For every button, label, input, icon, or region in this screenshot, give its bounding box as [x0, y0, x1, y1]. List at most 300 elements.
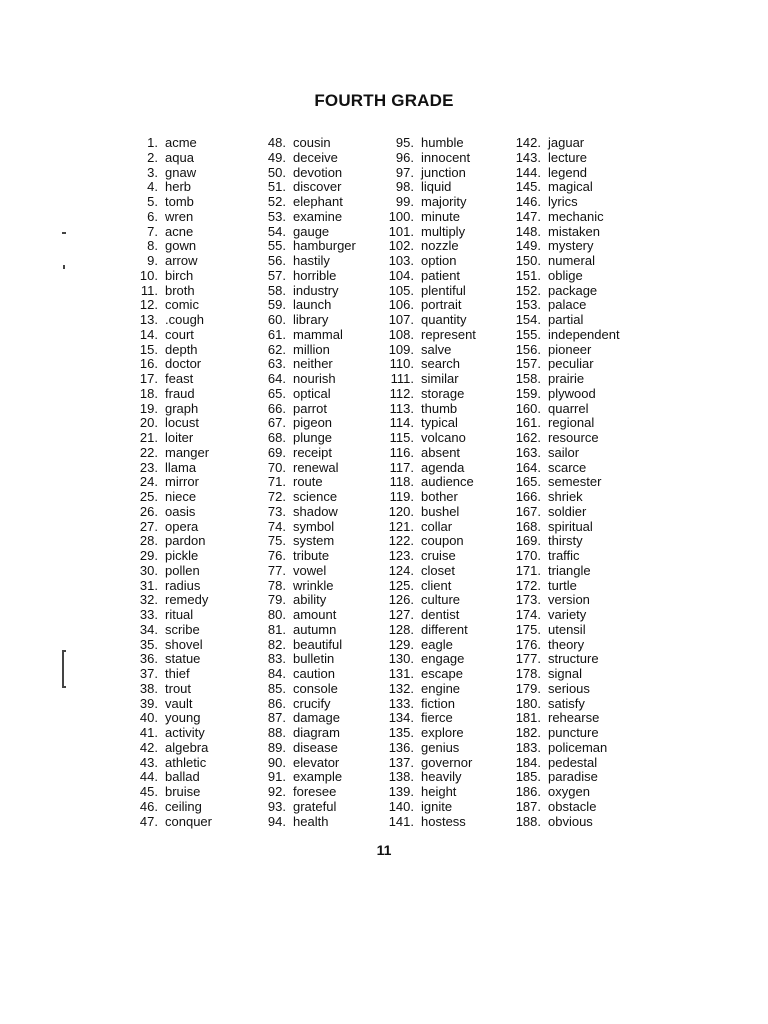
word-row	[254, 372, 356, 387]
word-number: 94.	[267, 813, 286, 829]
spelling-word: launch	[293, 297, 332, 313]
word-number: 84.	[267, 666, 286, 681]
spelling-word: pioneer	[548, 341, 592, 357]
word-row	[254, 151, 356, 166]
spelling-word: traffic	[548, 548, 580, 563]
word-number: 183.	[515, 739, 541, 755]
spelling-word: parrot	[293, 400, 327, 416]
word-number: 52.	[267, 194, 286, 209]
word-number: 91.	[267, 769, 286, 785]
word-row	[500, 785, 620, 800]
word-number: 54.	[267, 223, 286, 239]
word-row	[378, 593, 476, 608]
spelling-word: mammal	[293, 326, 343, 342]
word-number: 99.	[395, 194, 414, 209]
word-row	[254, 461, 356, 476]
spelling-word: salve	[421, 341, 452, 357]
spelling-word: bruise	[165, 784, 201, 799]
spelling-word: thumb	[421, 400, 458, 416]
word-number: 22.	[139, 444, 158, 460]
spelling-word: cousin	[293, 135, 331, 150]
spelling-word: statue	[165, 651, 201, 667]
word-number: 77.	[267, 562, 286, 578]
word-number: 153.	[515, 297, 541, 313]
word-row	[128, 490, 212, 505]
spelling-word: junction	[421, 164, 466, 180]
word-row	[254, 667, 356, 682]
word-number: 157.	[515, 356, 541, 372]
word-row	[128, 800, 212, 815]
word-row	[254, 549, 356, 564]
spelling-word: regional	[548, 415, 595, 431]
spelling-word: soldier	[548, 503, 587, 519]
word-row	[500, 505, 620, 520]
word-number: 83.	[267, 651, 286, 667]
word-row	[500, 136, 620, 151]
word-row	[378, 490, 476, 505]
word-number: 146.	[515, 194, 541, 209]
word-row	[254, 652, 356, 667]
spelling-word: radius	[165, 577, 201, 593]
word-row	[254, 741, 356, 756]
spelling-word: industry	[293, 282, 339, 298]
spelling-word: majority	[421, 194, 467, 209]
scan-bracket	[62, 650, 66, 652]
word-number: 115.	[389, 430, 414, 445]
spelling-word: culture	[421, 592, 461, 608]
word-row	[128, 638, 212, 653]
word-number: 71.	[267, 474, 286, 490]
word-row	[128, 726, 212, 741]
word-number: 163.	[515, 444, 541, 460]
word-number: 29.	[139, 548, 158, 563]
spelling-word: package	[548, 282, 598, 298]
word-row	[254, 328, 356, 343]
spelling-word: oxygen	[548, 784, 590, 799]
word-number: 154.	[515, 312, 541, 327]
spelling-word: signal	[548, 666, 582, 681]
word-row	[500, 756, 620, 771]
word-row	[128, 461, 212, 476]
spelling-word: eagle	[421, 636, 453, 652]
spelling-word: elevator	[293, 754, 340, 770]
word-number: 177.	[515, 651, 541, 667]
spelling-word: obvious	[548, 813, 593, 829]
spelling-word: manger	[165, 444, 210, 460]
word-row	[254, 387, 356, 402]
word-number: 107.	[388, 312, 414, 327]
word-row	[254, 269, 356, 284]
word-number: 70.	[267, 459, 286, 475]
word-number: 145.	[515, 179, 541, 195]
word-number: 152.	[515, 282, 541, 298]
word-row	[378, 461, 476, 476]
spelling-word: jaguar	[548, 135, 585, 150]
spelling-word: volcano	[421, 430, 466, 445]
spelling-word: niece	[165, 489, 197, 504]
word-row	[378, 475, 476, 490]
word-row	[378, 180, 476, 195]
spelling-word: pardon	[165, 533, 206, 549]
word-number: 36.	[139, 651, 158, 667]
word-row	[128, 756, 212, 771]
word-number: 28.	[139, 533, 158, 549]
word-number: 147.	[515, 208, 541, 224]
word-number: 103.	[388, 253, 414, 268]
word-column-1	[128, 136, 212, 829]
word-row	[500, 225, 620, 240]
word-number: 95.	[395, 135, 414, 150]
word-row	[254, 593, 356, 608]
spelling-word: acme	[165, 135, 197, 150]
page-title: FOURTH GRADE	[314, 91, 454, 110]
spelling-word: pigeon	[293, 415, 333, 431]
spelling-word: example	[293, 769, 343, 785]
word-row	[378, 652, 476, 667]
word-number: 48.	[267, 135, 286, 150]
word-row	[128, 652, 212, 667]
word-row	[378, 608, 476, 623]
word-row	[254, 815, 356, 830]
word-row	[128, 815, 212, 830]
word-number: 68.	[267, 430, 286, 445]
word-number: 131.	[388, 666, 414, 681]
word-number: 118.	[389, 474, 414, 490]
word-row	[254, 284, 356, 299]
word-row	[500, 638, 620, 653]
word-row	[378, 210, 476, 225]
word-row	[128, 520, 212, 535]
word-number: 15.	[139, 341, 158, 357]
spelling-word: vault	[165, 695, 193, 711]
spelling-word: cruise	[421, 548, 456, 563]
word-number: 108.	[388, 326, 414, 342]
spelling-word: thief	[165, 666, 190, 681]
spelling-word: nozzle	[421, 238, 459, 254]
spelling-word: shriek	[548, 489, 583, 504]
word-row	[128, 682, 212, 697]
word-row	[378, 579, 476, 594]
word-row	[254, 225, 356, 240]
word-number: 1.	[147, 135, 158, 150]
spelling-word: pickle	[165, 548, 199, 563]
spelling-word: acne	[165, 223, 194, 239]
word-row	[128, 328, 212, 343]
word-number: 124.	[388, 562, 414, 578]
spelling-word: typical	[421, 415, 458, 431]
word-row	[128, 770, 212, 785]
word-number: 149.	[515, 238, 541, 254]
word-number: 133.	[388, 695, 414, 711]
spelling-word: escape	[421, 666, 463, 681]
word-row	[128, 534, 212, 549]
word-number: 132.	[388, 680, 414, 696]
word-number: 76.	[267, 548, 286, 563]
word-row	[378, 638, 476, 653]
spelling-word: optical	[293, 385, 331, 401]
spelling-word: wren	[165, 208, 194, 224]
spelling-word: diagram	[293, 725, 340, 740]
word-number: 57.	[267, 267, 286, 283]
word-number: 73.	[267, 503, 286, 519]
word-number: 98.	[395, 179, 414, 195]
word-number: 79.	[267, 592, 286, 608]
word-number: 64.	[267, 371, 286, 386]
spelling-word: humble	[421, 135, 464, 150]
word-number: 81.	[267, 621, 286, 637]
spelling-word: beautiful	[293, 636, 343, 652]
spelling-word: mirror	[165, 474, 199, 490]
word-row	[378, 564, 476, 579]
word-number: 37.	[139, 666, 158, 681]
word-number: 30.	[139, 562, 158, 578]
word-number: 117.	[389, 459, 414, 475]
word-row	[254, 785, 356, 800]
word-number: 17.	[139, 371, 158, 386]
word-number: 74.	[267, 518, 286, 534]
word-row	[254, 534, 356, 549]
spelling-word: vowel	[293, 562, 327, 578]
word-number: 101.	[388, 223, 414, 239]
word-number: 56.	[267, 253, 286, 268]
word-number: 53.	[267, 208, 286, 224]
word-row	[128, 357, 212, 372]
spelling-word: hostess	[421, 813, 466, 829]
spelling-word: spiritual	[548, 518, 593, 534]
word-row	[500, 313, 620, 328]
spelling-word: gauge	[293, 223, 330, 239]
spelling-word: wrinkle	[293, 577, 334, 593]
spelling-word: shadow	[293, 503, 338, 519]
word-row	[254, 210, 356, 225]
word-row	[378, 815, 476, 830]
word-number: 185.	[515, 769, 541, 785]
word-number: 105.	[388, 282, 414, 298]
word-number: 65.	[267, 385, 286, 401]
spelling-word: prairie	[548, 371, 585, 386]
word-number: 164.	[515, 459, 541, 475]
spelling-word: quarrel	[548, 400, 589, 416]
word-number: 100.	[388, 208, 414, 224]
spelling-word: minute	[421, 208, 461, 224]
spelling-word: theory	[548, 636, 585, 652]
word-row	[500, 623, 620, 638]
word-row	[500, 770, 620, 785]
word-row	[378, 726, 476, 741]
word-column-4	[500, 136, 620, 829]
spelling-word: serious	[548, 680, 590, 696]
word-row	[378, 254, 476, 269]
word-row	[378, 667, 476, 682]
word-row	[128, 151, 212, 166]
word-row	[500, 387, 620, 402]
word-row	[254, 711, 356, 726]
word-row	[128, 402, 212, 417]
spelling-word: variety	[548, 607, 587, 622]
word-number: 165.	[515, 474, 541, 490]
word-row	[128, 623, 212, 638]
word-row	[500, 564, 620, 579]
spelling-word: independent	[548, 326, 620, 342]
word-number: 11.	[140, 282, 158, 298]
word-row	[254, 475, 356, 490]
spelling-word: quantity	[421, 312, 467, 327]
spelling-word: storage	[421, 385, 465, 401]
spelling-word: algebra	[165, 739, 209, 755]
word-row	[128, 505, 212, 520]
word-row	[500, 534, 620, 549]
word-number: 123.	[388, 548, 414, 563]
word-number: 169.	[515, 533, 541, 549]
spelling-word: receipt	[293, 444, 333, 460]
spelling-word: dentist	[421, 607, 460, 622]
word-row	[378, 298, 476, 313]
spelling-word: plentiful	[421, 282, 466, 298]
word-row	[378, 697, 476, 712]
word-row	[378, 402, 476, 417]
word-number: 167.	[515, 503, 541, 519]
word-row	[128, 387, 212, 402]
word-row	[378, 623, 476, 638]
spelling-word: health	[293, 813, 329, 829]
word-row	[378, 151, 476, 166]
word-number: 128.	[388, 621, 414, 637]
word-number: 162.	[515, 430, 541, 445]
spelling-word: patient	[421, 267, 461, 283]
word-row	[500, 697, 620, 712]
spelling-word: agenda	[421, 459, 465, 475]
spelling-word: neither	[293, 356, 333, 372]
word-row	[500, 800, 620, 815]
word-number: 39.	[139, 695, 158, 711]
spelling-word: version	[548, 592, 590, 608]
spelling-word: damage	[293, 710, 340, 726]
word-row	[128, 549, 212, 564]
word-row	[254, 402, 356, 417]
word-number: 40.	[139, 710, 158, 726]
word-number: 114.	[389, 415, 414, 431]
word-number: 41.	[139, 725, 158, 740]
spelling-word: nourish	[293, 371, 336, 386]
word-number: 35.	[139, 636, 158, 652]
spelling-word: birch	[165, 267, 194, 283]
spelling-word: court	[165, 326, 194, 342]
word-row	[128, 195, 212, 210]
word-row	[378, 785, 476, 800]
word-row	[378, 741, 476, 756]
word-number: 102.	[388, 238, 414, 254]
word-row	[500, 741, 620, 756]
spelling-word: engine	[421, 680, 461, 696]
word-number: 61.	[267, 326, 286, 342]
word-column-3	[378, 136, 476, 829]
spelling-word: doctor	[165, 356, 202, 372]
spelling-word: caution	[293, 666, 335, 681]
scan-bracket	[62, 686, 66, 688]
word-row	[254, 579, 356, 594]
word-number: 171.	[515, 562, 541, 578]
spelling-word: library	[293, 312, 329, 327]
spelling-word: obstacle	[548, 798, 597, 814]
spelling-word: shovel	[165, 636, 203, 652]
word-row	[378, 520, 476, 535]
spelling-word: represent	[421, 326, 476, 342]
word-row	[254, 697, 356, 712]
word-row	[500, 608, 620, 623]
spelling-word: satisfy	[548, 695, 585, 711]
word-row	[128, 180, 212, 195]
word-number: 137.	[388, 754, 414, 770]
word-number: 161.	[515, 415, 541, 431]
word-row	[500, 815, 620, 830]
spelling-word: horrible	[293, 267, 337, 283]
word-row	[128, 416, 212, 431]
word-number: 97.	[395, 164, 414, 180]
word-row	[500, 549, 620, 564]
word-row	[254, 638, 356, 653]
word-number: 184.	[515, 754, 541, 770]
word-number: 174.	[515, 607, 541, 622]
scan-mark	[62, 232, 66, 234]
word-row	[378, 136, 476, 151]
word-number: 104.	[388, 267, 414, 283]
word-row	[500, 402, 620, 417]
spelling-word: utensil	[548, 621, 586, 637]
word-number: 72.	[267, 489, 286, 504]
word-row	[128, 225, 212, 240]
spelling-word: trout	[165, 680, 192, 696]
word-number: 182.	[515, 725, 541, 740]
word-row	[500, 431, 620, 446]
spelling-word: hastily	[293, 253, 330, 268]
word-row	[378, 343, 476, 358]
word-number: 46.	[139, 798, 158, 814]
word-row	[128, 741, 212, 756]
spelling-word: foresee	[293, 784, 337, 799]
word-number: 25.	[139, 489, 158, 504]
word-row	[128, 608, 212, 623]
word-row	[500, 461, 620, 476]
word-row	[128, 711, 212, 726]
word-number: 168.	[515, 518, 541, 534]
word-row	[500, 652, 620, 667]
word-number: 135.	[388, 725, 414, 740]
spelling-word: examine	[293, 208, 343, 224]
word-number: 170.	[515, 548, 541, 563]
spelling-word: gown	[165, 238, 197, 254]
word-row	[500, 269, 620, 284]
word-number: 134.	[388, 710, 414, 726]
word-number: 69.	[267, 444, 286, 460]
spelling-word: elephant	[293, 194, 343, 209]
word-row	[500, 151, 620, 166]
word-row	[500, 357, 620, 372]
page-number: 11	[376, 842, 392, 858]
spelling-word: rehearse	[548, 710, 600, 726]
word-number: 8.	[147, 238, 158, 254]
spelling-word: symbol	[293, 518, 335, 534]
word-row	[500, 667, 620, 682]
spelling-word: young	[165, 710, 201, 726]
word-row	[128, 269, 212, 284]
spelling-word: semester	[548, 474, 602, 490]
word-row	[500, 343, 620, 358]
word-number: 126.	[388, 592, 414, 608]
word-number: 155.	[515, 326, 541, 342]
spelling-word: portrait	[421, 297, 462, 313]
word-row	[500, 579, 620, 594]
spelling-word: plywood	[548, 385, 596, 401]
